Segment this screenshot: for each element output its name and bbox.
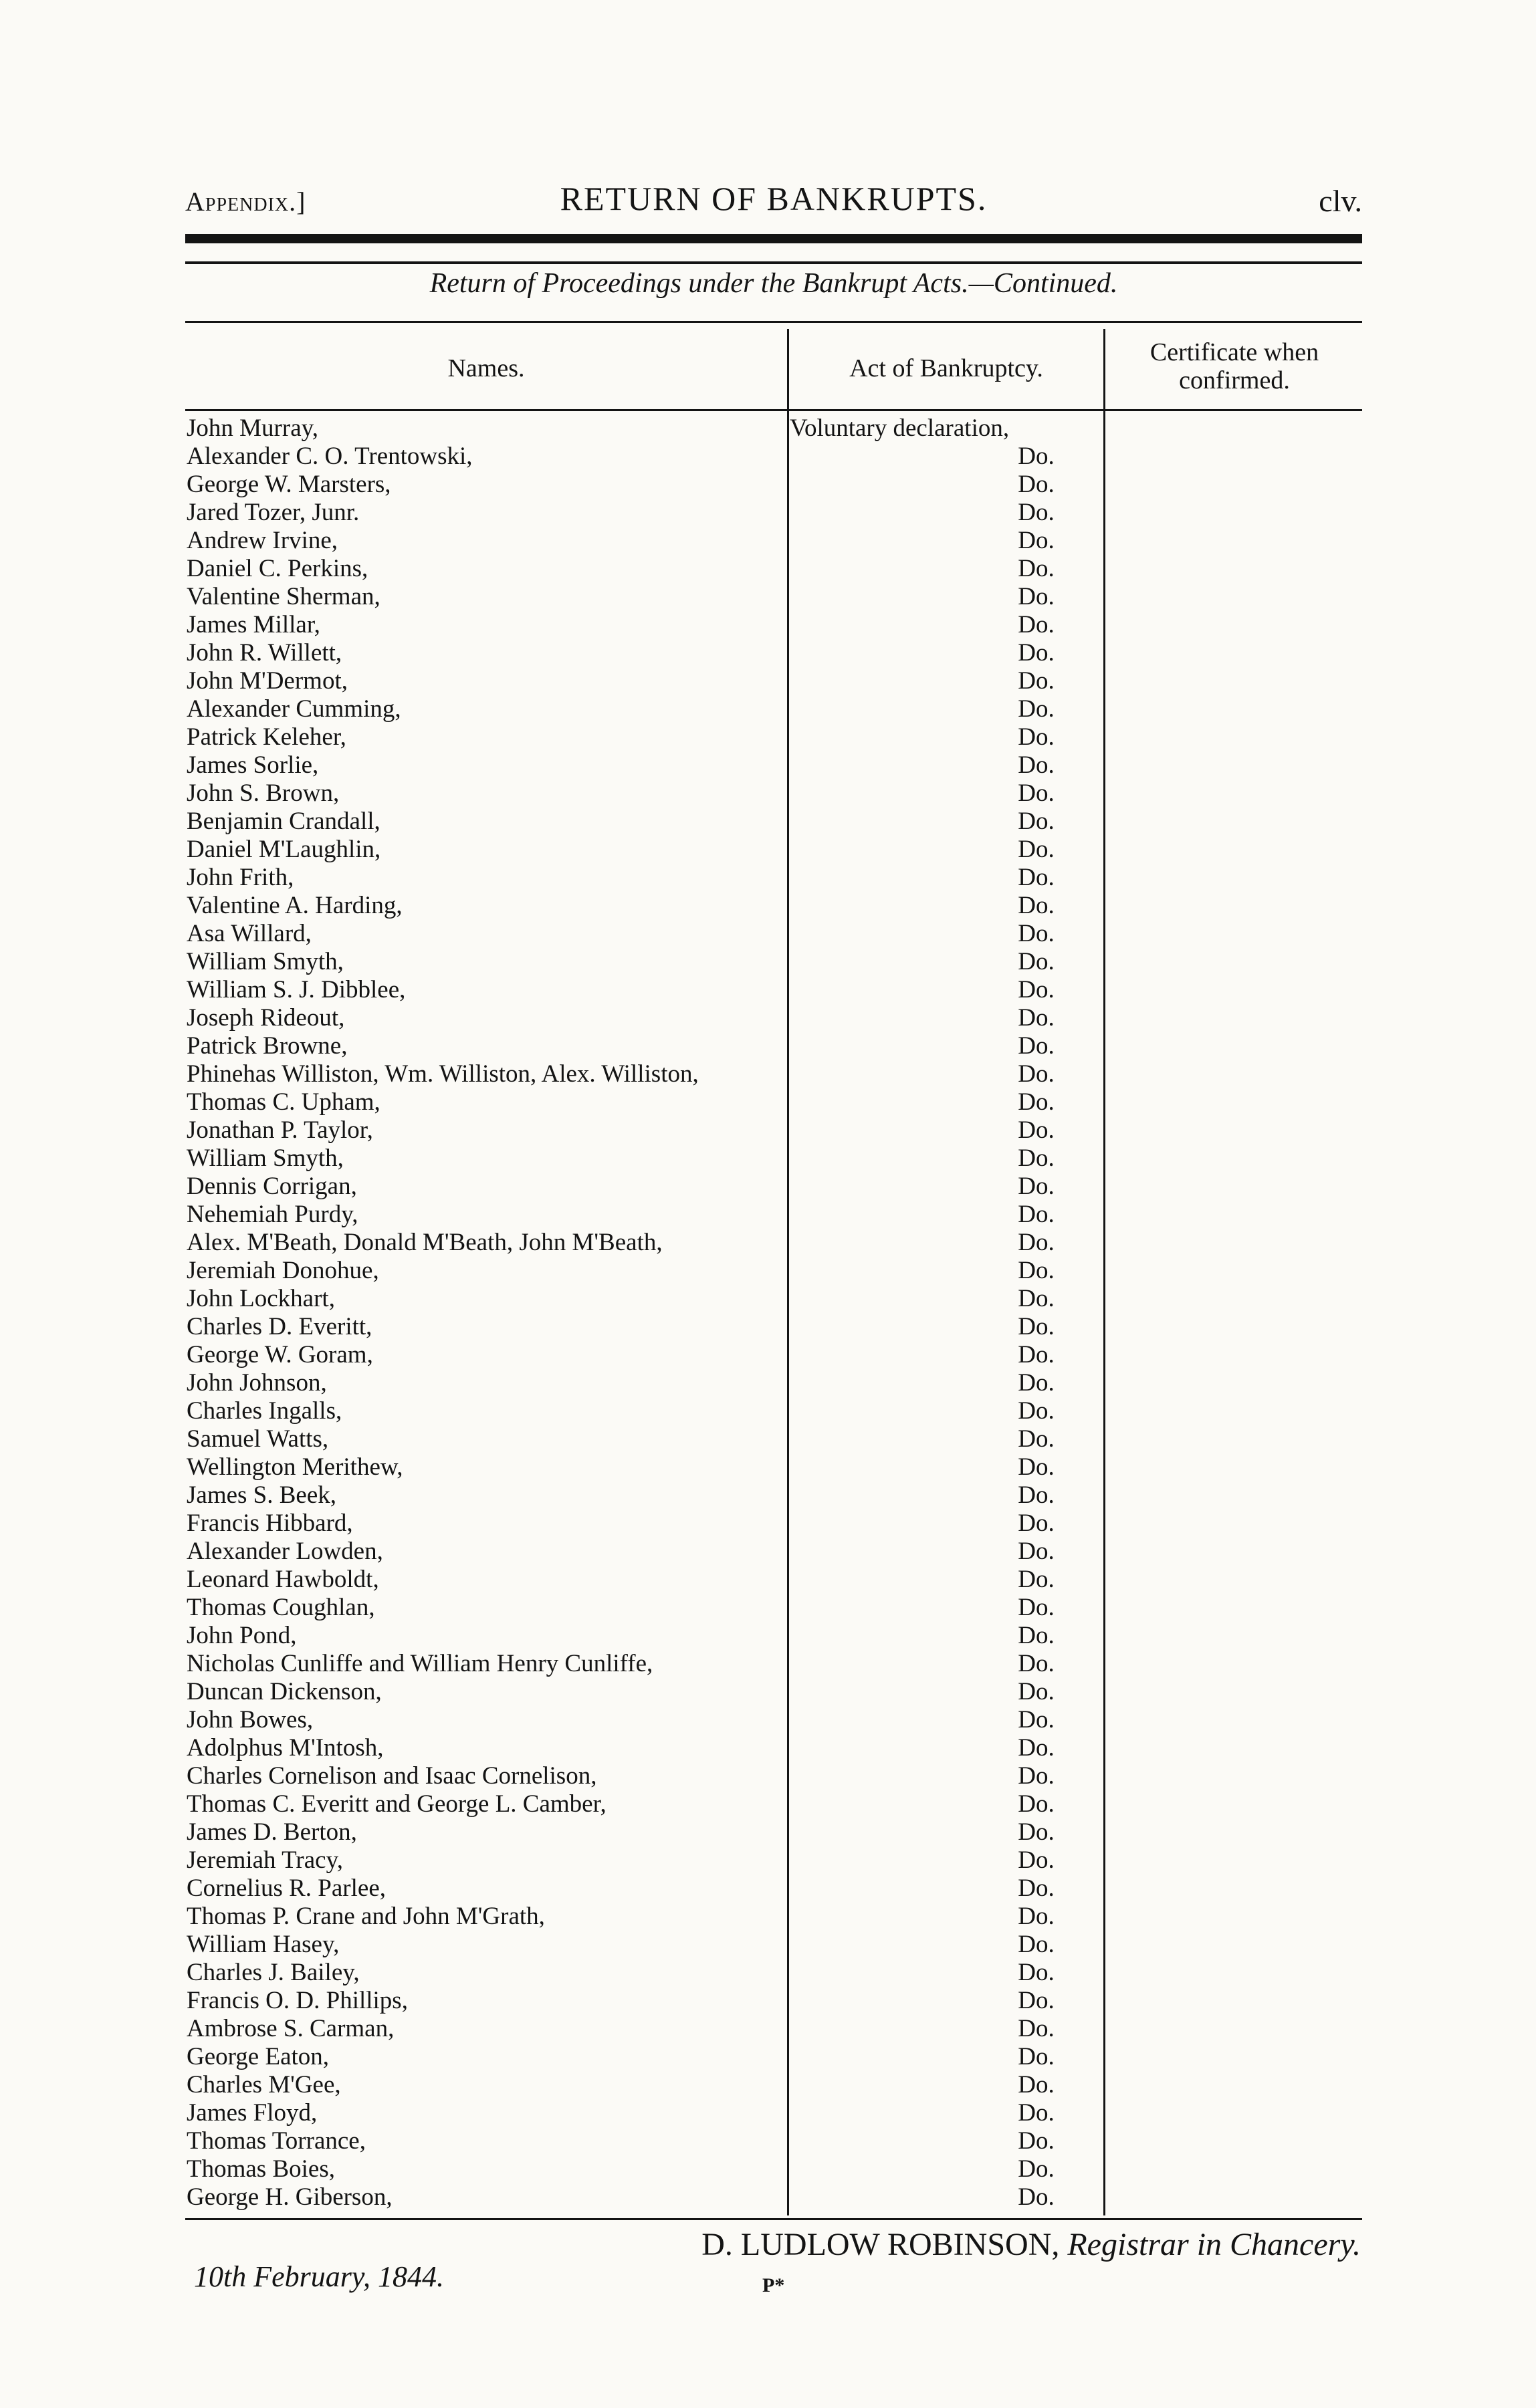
- act-of-bankruptcy: Do.: [1018, 1903, 1055, 1930]
- act-of-bankruptcy: Do.: [1018, 583, 1055, 610]
- act-of-bankruptcy: Do.: [1018, 2071, 1055, 2098]
- table-row: [185, 1706, 1362, 1734]
- act-of-bankruptcy: Do.: [1018, 1341, 1055, 1368]
- bankrupt-name: Francis Hibbard,: [187, 1510, 353, 1537]
- bankrupt-name: John Pond,: [187, 1622, 297, 1649]
- act-of-bankruptcy: Do.: [1018, 1566, 1055, 1593]
- table-row: [185, 1145, 1362, 1173]
- footer-signature: [701, 2226, 1361, 2263]
- act-of-bankruptcy: Do.: [1018, 1762, 1055, 1790]
- act-of-bankruptcy: Do.: [1018, 836, 1055, 863]
- bankrupt-name: George H. Giberson,: [187, 2183, 393, 2211]
- table-row: [185, 1088, 1362, 1116]
- bankrupt-name: Thomas C. Everitt and George L. Camber,: [187, 1790, 607, 1818]
- act-of-bankruptcy: Do.: [1018, 920, 1055, 947]
- bankrupt-name: Jeremiah Tracy,: [187, 1846, 343, 1874]
- act-of-bankruptcy: Do.: [1018, 1004, 1055, 1032]
- bankrupt-name: Asa Willard,: [187, 920, 312, 947]
- act-of-bankruptcy: Do.: [1018, 2155, 1055, 2183]
- table-row: [185, 1846, 1362, 1875]
- signatory-role: Registrar in Chancery.: [1067, 2227, 1361, 2262]
- act-of-bankruptcy: Do.: [1018, 1931, 1055, 1958]
- act-of-bankruptcy: Do.: [1018, 2127, 1055, 2155]
- table-row: [185, 639, 1362, 667]
- table-row: [185, 2071, 1362, 2099]
- bankrupt-name: Charles Ingalls,: [187, 1397, 342, 1425]
- table-row: [185, 2127, 1362, 2155]
- table-row: [185, 583, 1362, 611]
- table-bottom-rule: [185, 2218, 1362, 2220]
- table-row: [185, 1453, 1362, 1481]
- bankrupt-name: Phinehas Williston, Wm. Williston, Alex. Williston,: [187, 1060, 699, 1088]
- bankrupt-name: Daniel M'Laughlin,: [187, 836, 381, 863]
- table-row: [185, 414, 1362, 443]
- bankrupt-name: Samuel Watts,: [187, 1425, 329, 1453]
- signature-mark: P*: [762, 2274, 785, 2296]
- act-of-bankruptcy: Do.: [1018, 751, 1055, 779]
- table-row: [185, 976, 1362, 1004]
- bankrupt-name: Nicholas Cunliffe and William Henry Cunliffe,: [187, 1650, 653, 1677]
- act-of-bankruptcy: Do.: [1018, 1173, 1055, 1200]
- act-of-bankruptcy: Do.: [1018, 443, 1055, 470]
- act-of-bankruptcy: Do.: [1018, 639, 1055, 667]
- table-row: [185, 920, 1362, 948]
- table-row: [185, 864, 1362, 892]
- act-of-bankruptcy: Do.: [1018, 1116, 1055, 1144]
- table-row: [185, 1425, 1362, 1453]
- bankrupt-name: Jeremiah Donohue,: [187, 1257, 379, 1284]
- act-of-bankruptcy: Do.: [1018, 1650, 1055, 1677]
- table-row: [185, 1762, 1362, 1790]
- bankrupt-name: Duncan Dickenson,: [187, 1678, 382, 1705]
- bankrupt-name: John Bowes,: [187, 1706, 314, 1733]
- table-row: [185, 1650, 1362, 1678]
- header-rule-thick: [185, 234, 1362, 243]
- bankrupt-name: George Eaton,: [187, 2043, 330, 2070]
- page-number: clv.: [1319, 184, 1362, 218]
- table-row: [185, 1987, 1362, 2015]
- bankrupt-name: Charles J. Bailey,: [187, 1959, 360, 1986]
- bankrupt-name: Alexander Cumming,: [187, 695, 401, 723]
- table-row: [185, 1032, 1362, 1060]
- table-row: [185, 1678, 1362, 1706]
- bankrupt-name: John M'Dermot,: [187, 667, 348, 695]
- table-row: [185, 1931, 1362, 1959]
- act-of-bankruptcy: Do.: [1018, 555, 1055, 582]
- act-of-bankruptcy: Do.: [1018, 1790, 1055, 1818]
- act-of-bankruptcy: Do.: [1018, 2183, 1055, 2211]
- bankrupt-name: James S. Beek,: [187, 1481, 337, 1509]
- table-caption: Return of Proceedings under the Bankrupt Acts.—Continued.: [429, 268, 1118, 299]
- act-of-bankruptcy: Do.: [1018, 1313, 1055, 1340]
- running-header: [185, 179, 1362, 219]
- act-of-bankruptcy: Do.: [1018, 1678, 1055, 1705]
- table-row: [185, 1566, 1362, 1594]
- table-header-rule: [185, 409, 1362, 411]
- bankrupt-name: Charles M'Gee,: [187, 2071, 341, 2098]
- act-of-bankruptcy: Do.: [1018, 1959, 1055, 1986]
- bankrupt-name: Joseph Rideout,: [187, 1004, 345, 1032]
- act-of-bankruptcy: Do.: [1018, 2043, 1055, 2070]
- bankrupt-name: John R. Willett,: [187, 639, 342, 667]
- bankrupt-name: Alexander Lowden,: [187, 1538, 383, 1565]
- table-row: [185, 1510, 1362, 1538]
- header-rule-thin: [185, 261, 1362, 264]
- bankrupt-name: Daniel C. Perkins,: [187, 555, 368, 582]
- table-row: [185, 2155, 1362, 2183]
- column-header-names: Names.: [447, 354, 525, 382]
- act-of-bankruptcy: Do.: [1018, 1594, 1055, 1621]
- table-row: [185, 1959, 1362, 1987]
- act-of-bankruptcy: Do.: [1018, 2015, 1055, 2042]
- bankrupt-name: William Hasey,: [187, 1931, 340, 1958]
- table-row: [185, 2015, 1362, 2043]
- bankrupt-name: Patrick Keleher,: [187, 723, 346, 751]
- bankrupt-name: John Frith,: [187, 864, 294, 891]
- act-of-bankruptcy: Do.: [1018, 1453, 1055, 1481]
- table-row: [185, 1622, 1362, 1650]
- table-row: [185, 499, 1362, 527]
- table-row: [185, 1903, 1362, 1931]
- act-of-bankruptcy: Do.: [1018, 499, 1055, 526]
- bankrupt-name: John Lockhart,: [187, 1285, 335, 1312]
- bankrupt-name: Patrick Browne,: [187, 1032, 348, 1060]
- act-of-bankruptcy: Do.: [1018, 1397, 1055, 1425]
- table-row: [185, 1369, 1362, 1397]
- act-of-bankruptcy: Do.: [1018, 1229, 1055, 1256]
- act-of-bankruptcy: Do.: [1018, 892, 1055, 919]
- bankrupt-name: Valentine Sherman,: [187, 583, 380, 610]
- table-row: [185, 1285, 1362, 1313]
- act-of-bankruptcy: Do.: [1018, 1481, 1055, 1509]
- column-header-certificate: Certificate when confirmed.: [1149, 338, 1319, 394]
- bankrupt-name: Alex. M'Beath, Donald M'Beath, John M'Beath,: [187, 1229, 663, 1256]
- table-row: [185, 779, 1362, 808]
- act-of-bankruptcy: Do.: [1018, 611, 1055, 638]
- act-of-bankruptcy: Do.: [1018, 1706, 1055, 1733]
- act-of-bankruptcy: Do.: [1018, 1257, 1055, 1284]
- bankrupt-name: Alexander C. O. Trentowski,: [187, 443, 473, 470]
- act-of-bankruptcy: Do.: [1018, 1088, 1055, 1116]
- table-row: [185, 948, 1362, 976]
- table-row: [185, 695, 1362, 723]
- table-top-rule: [185, 321, 1362, 323]
- column-header-act: Act of Bankruptcy.: [849, 354, 1043, 382]
- act-of-bankruptcy: Do.: [1018, 864, 1055, 891]
- act-of-bankruptcy: Do.: [1018, 1622, 1055, 1649]
- table-row: [185, 892, 1362, 920]
- table-row: [185, 751, 1362, 779]
- table-row: [185, 1060, 1362, 1088]
- act-of-bankruptcy: Do.: [1018, 976, 1055, 1003]
- bankrupt-name: John S. Brown,: [187, 779, 340, 807]
- table-row: [185, 443, 1362, 471]
- act-of-bankruptcy: Do.: [1018, 1510, 1055, 1537]
- signatory-name: D. LUDLOW ROBINSON,: [701, 2227, 1060, 2262]
- bankrupt-name: Jared Tozer, Junr.: [187, 499, 360, 526]
- bankrupt-name: John Johnson,: [187, 1369, 327, 1397]
- bankrupt-name: George W. Marsters,: [187, 471, 391, 498]
- bankrupt-name: Valentine A. Harding,: [187, 892, 403, 919]
- bankrupt-name: Thomas P. Crane and John M'Grath,: [187, 1903, 545, 1930]
- table-row: [185, 2183, 1362, 2211]
- table-row: [185, 611, 1362, 639]
- bankrupt-name: James D. Berton,: [187, 1818, 357, 1846]
- bankrupt-name: George W. Goram,: [187, 1341, 373, 1368]
- table-row: [185, 1201, 1362, 1229]
- bankrupt-name: Cornelius R. Parlee,: [187, 1875, 387, 1902]
- bankrupt-name: Jonathan P. Taylor,: [187, 1116, 373, 1144]
- act-of-bankruptcy: Do.: [1018, 1201, 1055, 1228]
- bankrupt-name: Charles Cornelison and Isaac Cornelison,: [187, 1762, 597, 1790]
- table-row: [185, 836, 1362, 864]
- act-of-bankruptcy: Do.: [1018, 1538, 1055, 1565]
- act-of-bankruptcy: Do.: [1018, 527, 1055, 554]
- act-of-bankruptcy: Do.: [1018, 1987, 1055, 2014]
- bankrupt-name: Charles D. Everitt,: [187, 1313, 372, 1340]
- table-row: [185, 1313, 1362, 1341]
- table-row: [185, 1875, 1362, 1903]
- table-row: [185, 667, 1362, 695]
- table-row: [185, 2043, 1362, 2071]
- act-of-bankruptcy: Do.: [1018, 1060, 1055, 1088]
- bankrupt-name: William Smyth,: [187, 1145, 344, 1172]
- act-of-bankruptcy: Do.: [1018, 667, 1055, 695]
- act-of-bankruptcy: Do.: [1018, 808, 1055, 835]
- header-section-label: Appendix.]: [185, 187, 306, 217]
- table-row: [185, 1341, 1362, 1369]
- act-of-bankruptcy: Do.: [1018, 779, 1055, 807]
- bankrupt-name: Thomas Coughlan,: [187, 1594, 375, 1621]
- table-row: [185, 1004, 1362, 1032]
- table-row: [185, 808, 1362, 836]
- act-of-bankruptcy: Do.: [1018, 1425, 1055, 1453]
- table-row: [185, 555, 1362, 583]
- table-row: [185, 1397, 1362, 1425]
- footer-date: 10th February, 1844.: [194, 2260, 444, 2293]
- bankrupt-name: Benjamin Crandall,: [187, 808, 380, 835]
- bankrupt-name: William Smyth,: [187, 948, 344, 975]
- act-of-bankruptcy: Do.: [1018, 723, 1055, 751]
- bankrupt-name: William S. J. Dibblee,: [187, 976, 406, 1003]
- act-of-bankruptcy: Do.: [1018, 2099, 1055, 2127]
- act-of-bankruptcy: Do.: [1018, 1875, 1055, 1902]
- bankrupt-name: James Sorlie,: [187, 751, 319, 779]
- bankrupt-name: Andrew Irvine,: [187, 527, 338, 554]
- bankrupt-name: John Murray,: [187, 414, 318, 442]
- act-of-bankruptcy: Do.: [1018, 1846, 1055, 1874]
- act-of-bankruptcy: Do.: [1018, 1818, 1055, 1846]
- act-of-bankruptcy: Voluntary declaration,: [790, 414, 1010, 442]
- bankrupts-table-body: [185, 414, 1362, 2211]
- bankrupt-name: Thomas Boies,: [187, 2155, 335, 2183]
- table-row: [185, 1818, 1362, 1846]
- bankrupt-name: Thomas C. Upham,: [187, 1088, 380, 1116]
- bankrupt-name: Ambrose S. Carman,: [187, 2015, 395, 2042]
- bankrupt-name: Francis O. D. Phillips,: [187, 1987, 408, 2014]
- header-title: RETURN OF BANKRUPTS.: [560, 180, 988, 217]
- bankrupt-name: Leonard Hawboldt,: [187, 1566, 379, 1593]
- table-row: [185, 527, 1362, 555]
- table-row: [185, 1116, 1362, 1145]
- bankrupt-name: Adolphus M'Intosh,: [187, 1734, 384, 1762]
- act-of-bankruptcy: Do.: [1018, 948, 1055, 975]
- act-of-bankruptcy: Do.: [1018, 1145, 1055, 1172]
- table-row: [185, 1257, 1362, 1285]
- bankrupt-name: James Floyd,: [187, 2099, 318, 2127]
- table-row: [185, 1481, 1362, 1510]
- act-of-bankruptcy: Do.: [1018, 1032, 1055, 1060]
- table-row: [185, 723, 1362, 751]
- act-of-bankruptcy: Do.: [1018, 1369, 1055, 1397]
- bankrupt-name: James Millar,: [187, 611, 320, 638]
- table-row: [185, 471, 1362, 499]
- bankrupt-name: Nehemiah Purdy,: [187, 1201, 358, 1228]
- act-of-bankruptcy: Do.: [1018, 695, 1055, 723]
- table-row: [185, 1790, 1362, 1818]
- table-row: [185, 1229, 1362, 1257]
- act-of-bankruptcy: Do.: [1018, 1734, 1055, 1762]
- table-row: [185, 1594, 1362, 1622]
- bankrupt-name: Dennis Corrigan,: [187, 1173, 357, 1200]
- table-row: [185, 1538, 1362, 1566]
- table-row: [185, 1173, 1362, 1201]
- table-row: [185, 1734, 1362, 1762]
- table-row: [185, 2099, 1362, 2127]
- act-of-bankruptcy: Do.: [1018, 471, 1055, 498]
- act-of-bankruptcy: Do.: [1018, 1285, 1055, 1312]
- bankrupt-name: Thomas Torrance,: [187, 2127, 366, 2155]
- bankrupt-name: Wellington Merithew,: [187, 1453, 403, 1481]
